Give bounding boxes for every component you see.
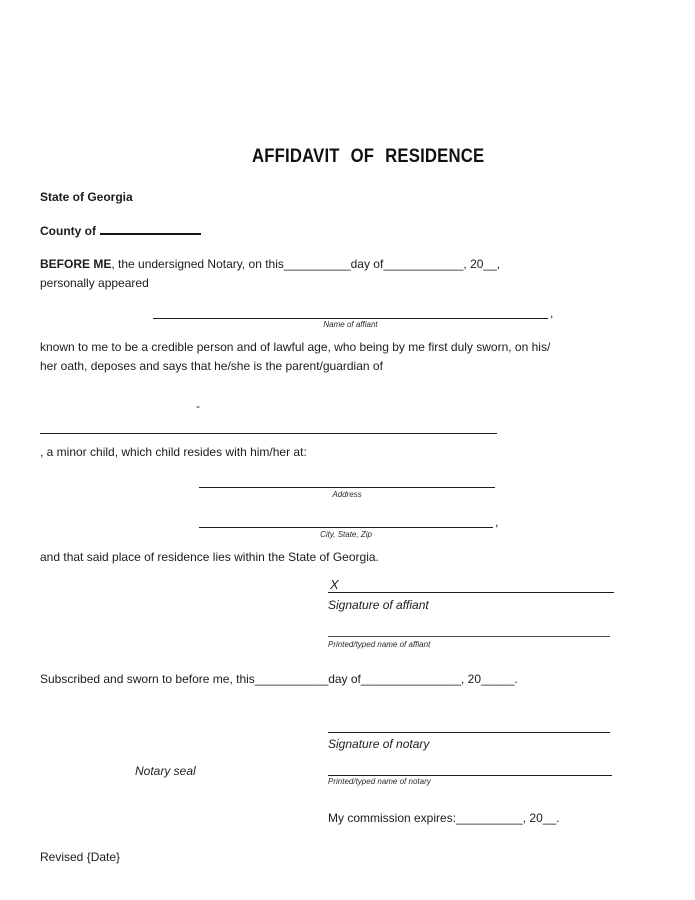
city-state-zip-comma: , [495, 515, 499, 529]
affiant-signature-caption: Signature of affiant [328, 598, 429, 612]
notary-seal-label: Notary seal [135, 764, 196, 778]
notary-signature-caption: Signature of notary [328, 737, 430, 751]
notary-printed-name-caption: Printed/typed name of notary [328, 777, 431, 786]
address-blank-line [199, 459, 495, 488]
credible-paragraph-line1: known to me to be a credible person and of lawful age, who being by me first duly sworn, on his/ [40, 340, 551, 354]
county-label: County of [40, 224, 96, 238]
dash-mark: - [196, 399, 200, 413]
x-mark: X [330, 577, 339, 592]
county-blank-line [100, 221, 201, 235]
revised-date-label: Revised {Date} [40, 850, 121, 864]
subscribed-sworn-line: Subscribed and sworn to before me, this___________day of_______________, 20_____. [40, 672, 518, 686]
city-state-zip-blank-line [199, 499, 493, 528]
minor-child-line: , a minor child, which child resides with him/her at: [40, 445, 307, 459]
page-title: AFFIDAVIT OF RESIDENCE [252, 146, 485, 167]
state-line: State of Georgia [40, 190, 133, 204]
affiant-printed-name-blank-line [328, 622, 610, 637]
affiant-name-blank-line [153, 290, 548, 319]
residence-statement: and that said place of residence lies within the State of Georgia. [40, 550, 379, 564]
child-name-blank-line [40, 405, 497, 434]
affiant-name-comma: , [550, 306, 554, 320]
address-caption: Address [332, 490, 362, 499]
before-me-rest: , the undersigned Notary, on this__________day of____________, 20__, [111, 257, 501, 271]
before-me-line [40, 257, 500, 271]
notary-signature-blank-line [328, 718, 610, 733]
commission-expires-line: My commission expires:__________, 20__. [328, 811, 560, 825]
personally-appeared-line: personally appeared [40, 276, 149, 290]
affiant-name-caption: Name of affiant [323, 320, 378, 329]
affiant-printed-name-caption: Printed/typed name of affiant [328, 640, 431, 649]
county-line [40, 221, 201, 238]
affiant-signature-blank-line [328, 577, 614, 593]
before-me-bold: BEFORE ME [40, 257, 112, 271]
credible-paragraph-line2: her oath, deposes and says that he/she is the parent/guardian of [40, 359, 383, 373]
notary-printed-name-blank-line [328, 761, 612, 776]
city-state-zip-caption: City, State, Zip [320, 530, 372, 539]
